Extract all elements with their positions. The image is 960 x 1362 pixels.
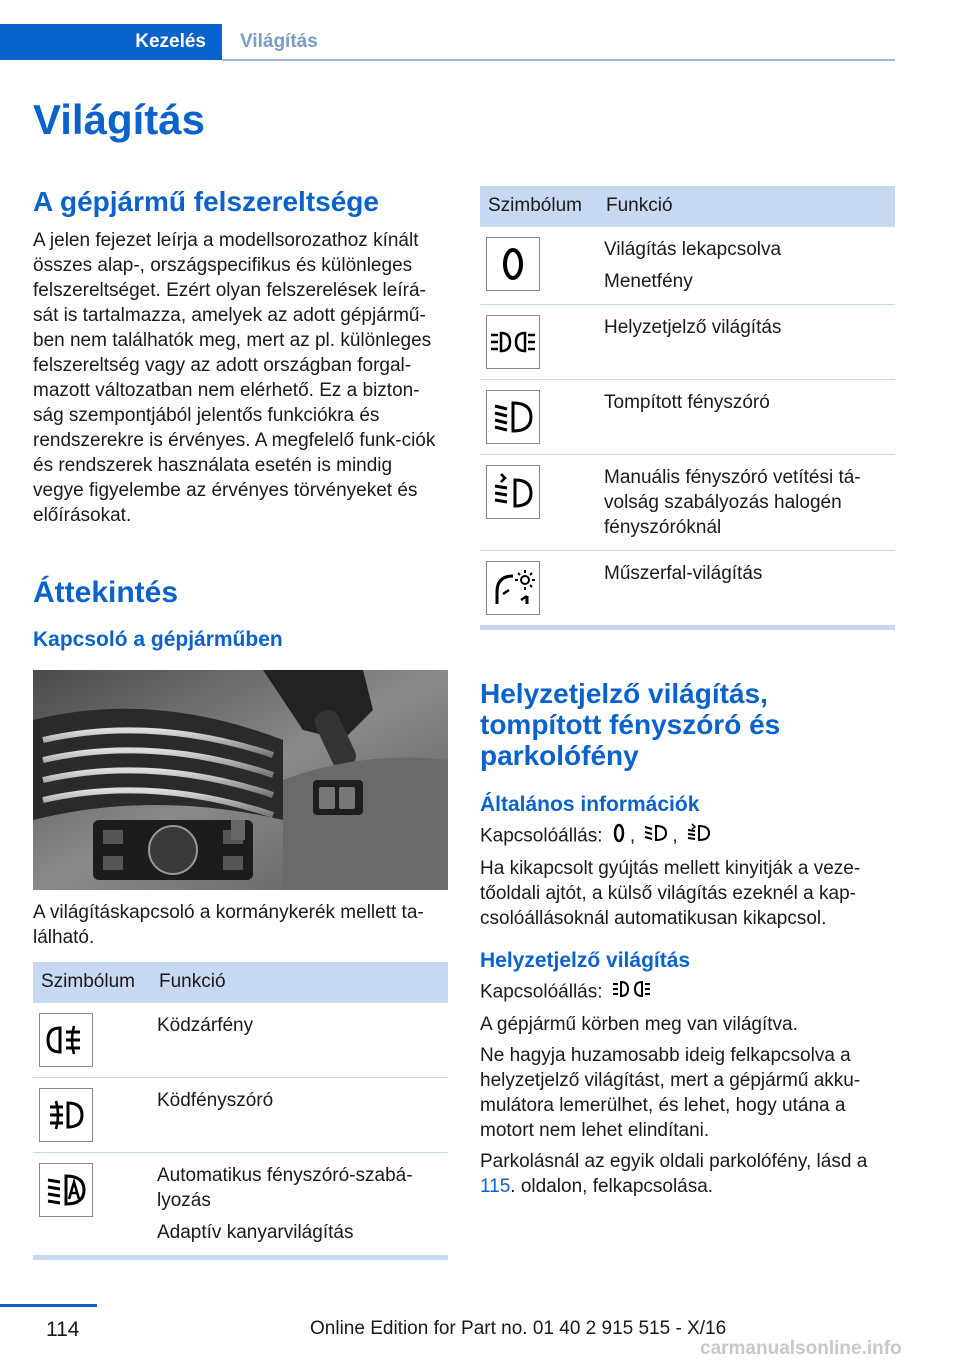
parking-switch-label: Kapcsolóállás: (480, 981, 603, 1003)
zero-icon (612, 823, 626, 850)
parking-text-3: Parkolásnál az egyik oldali parkolófény, lásd a 115. oldalon, felkapcsolása. (480, 1151, 868, 1197)
tab-vilagitas[interactable]: Világítás (240, 31, 318, 52)
header-tabs (0, 24, 895, 60)
auto-headlight-icon (687, 823, 711, 850)
table-row (480, 455, 895, 551)
table-end-bar (33, 1255, 448, 1260)
footer-line (0, 1304, 97, 1307)
headlight-range-icon (486, 465, 540, 519)
tab-kezeles[interactable]: Kezelés (0, 24, 222, 60)
page-title: Világítás (33, 96, 205, 143)
equipment-text: A jelen fejezet leírja a modellsorozathoz kínált összes alap-, országspecifikus és különleges felszereltséget. Ezért olyan felszerelések leírá-sát is tartalmazza, amelyek az adott gépjármű-ben nem találhatók meg, mert az pl. különleges felszereltség vagy az adott országban forgal-mazott változatban nem elérhető. Ez a bizton-ság szempontjából jelentős funkciókra és rendszerekre is érvényes. A megfelelő funk-ciók és rendszerek használata esetén is mindig vegye figyelembe az érvényes törvényeket és előírásokat. (33, 230, 436, 526)
function-text: Automatikus fényszóró-szabá-lyozás (157, 1165, 413, 1211)
general-text: Ha kikapcsolt gyújtás mellett kinyitják a veze-tőoldali ajtót, a külső világítás ezeknél a kap-csolóállásoknál automatikusan kikapcsol. (480, 858, 861, 929)
instrument-lighting-icon (486, 561, 540, 615)
parking-light-icon (612, 979, 652, 1006)
switch-positions-label: Kapcsolóállás: (480, 825, 603, 847)
table-row (480, 551, 895, 626)
low-beam-icon (486, 390, 540, 444)
table-row (33, 1153, 448, 1256)
function-text: Helyzetjelző világítás (604, 317, 782, 338)
left-column (33, 186, 448, 1260)
separator: , (672, 825, 678, 847)
function-text: Ködzárfény (157, 1015, 254, 1036)
function-text: Manuális fényszóró vetítési tá-volság szabályozás halogén fényszóróknál (604, 467, 861, 538)
right-column (480, 186, 895, 1199)
table-row (480, 305, 895, 380)
parking-light-heading: Helyzetjelző világítás (480, 949, 691, 972)
table-row (480, 227, 895, 305)
function-text: Tompított fényszóró (604, 392, 770, 413)
function-text: Műszerfal-világítás (604, 563, 763, 584)
function-text: Menetfény (604, 271, 693, 292)
watermark: carmanualsonline.info (700, 1338, 902, 1359)
overview-subheading: Kapcsoló a gépjárműben (33, 628, 283, 651)
switch-positions-line (480, 823, 895, 850)
page-number: 114 (46, 1318, 80, 1341)
table-header-function: Funkció (598, 186, 895, 227)
switch-photo (33, 670, 448, 890)
table-row (33, 1078, 448, 1153)
auto-headlight-icon (39, 1163, 93, 1217)
parking-light-icon (486, 315, 540, 369)
table-end-bar (480, 625, 895, 630)
overview-heading: Áttekintés (33, 576, 179, 609)
edition-text: Online Edition for Part no. 01 40 2 915 515 - X/16 (310, 1318, 727, 1339)
zero-icon (486, 237, 540, 291)
low-beam-icon (644, 823, 668, 850)
table-header-function: Funkció (151, 962, 448, 1003)
function-text: Világítás lekapcsolva (604, 239, 782, 260)
tab-underline (222, 59, 895, 61)
switch-caption: A világításkapcsoló a kormánykerék mellett ta-lálható. (33, 902, 424, 948)
parking-section-heading: Helyzetjelző világítás, tompított fényszóró és parkolófény (480, 678, 781, 771)
general-info-heading: Általános információk (480, 793, 700, 816)
function-text: Adaptív kanyarvilágítás (157, 1222, 354, 1243)
symbol-table-left (33, 962, 448, 1255)
page-link[interactable]: 115 (480, 1176, 511, 1197)
function-text: Ködfényszóró (157, 1090, 274, 1111)
fog-front-icon (39, 1088, 93, 1142)
parking-text-2: Ne hagyja huzamosabb ideig felkapcsolva a helyzetjelző világítást, mert a gépjármű akku-mulátora lemerülhet, és lehet, hogy utána a motort nem lehet elindítani. (480, 1045, 861, 1141)
equipment-heading: A gépjármű felszereltsége (33, 186, 379, 217)
light-switch-photo-image (33, 670, 448, 890)
table-header-symbol: Szimbólum (480, 186, 598, 227)
table-header-symbol: Szimbólum (33, 962, 151, 1003)
separator: , (629, 825, 636, 847)
fog-rear-icon (39, 1013, 93, 1067)
table-row (480, 380, 895, 455)
parking-text-1: A gépjármű körben meg van világítva. (480, 1014, 798, 1035)
symbol-table-right (480, 186, 895, 625)
table-row (33, 1003, 448, 1078)
parking-switch-line (480, 979, 895, 1006)
